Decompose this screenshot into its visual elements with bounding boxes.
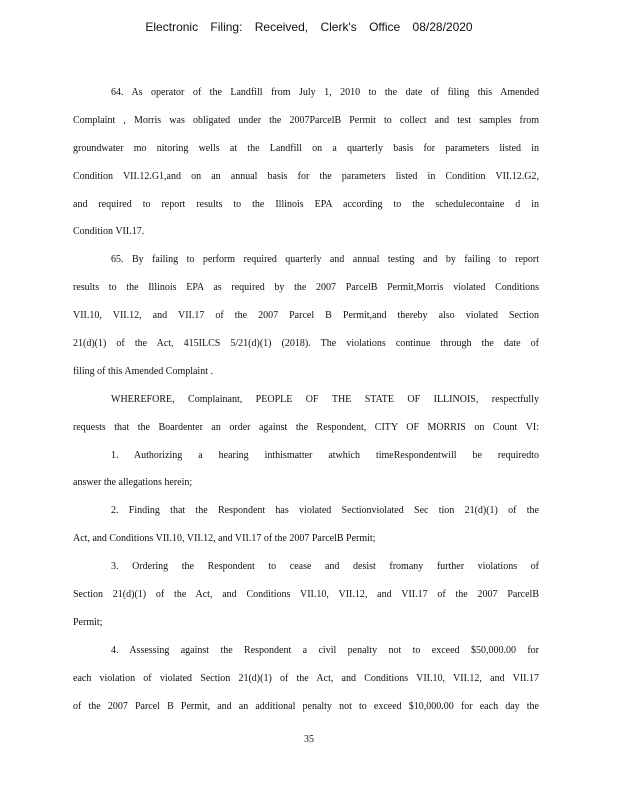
- text-line: results to the Illinois EPA as required by the 2007 ParcelB Permit,Morris violated Conditions: [73, 282, 539, 294]
- text-line: requests that the Boardenter an order against the Respondent, CITY OF MORRIS on Count VI:: [73, 421, 539, 433]
- document-body: [73, 84, 539, 725]
- filing-header: Electronic Filing: Received, Clerk's Office 08/28/2020: [145, 20, 473, 34]
- text-line: 21(d)(1) of the Act, 415ILCS 5/21(d)(1) (2018). The violations continue through the date of: [73, 338, 539, 350]
- text-line: VII.10, VII.12, and VII.17 of the 2007 Parcel B Permit,and thereby also violated Section: [73, 310, 539, 322]
- text-line: filing of this Amended Complaint .: [73, 365, 213, 377]
- text-line: groundwater mo nitoring wells at the Landfill on a quarterly basis for parameters listed in: [73, 142, 539, 154]
- text-line: Permit;: [73, 616, 103, 628]
- text-line: 1. Authorizing a hearing inthismatter atwhich timeRespondentwill be requiredto: [111, 449, 539, 461]
- text-line: 64. As operator of the Landfill from July 1, 2010 to the date of filing this Amended: [111, 87, 539, 98]
- text-line: and required to report results to the Illinois EPA according to the schedulecontaine d in: [73, 198, 539, 210]
- text-line: answer the allegations herein;: [73, 477, 193, 489]
- page-number: 35: [304, 734, 314, 745]
- text-line: Act, and Conditions VII.10, VII.12, and VII.17 of the 2007 ParcelB Permit;: [73, 533, 376, 545]
- text-line: Condition VII.17.: [73, 226, 145, 238]
- text-line: 2. Finding that the Respondent has violated Sectionviolated Sec tion 21(d)(1) of the: [111, 505, 539, 517]
- text-line: Condition VII.12.G1,and on an annual basis for the parameters listed in Condition VII.12.G2,: [73, 170, 539, 182]
- text-line: of the 2007 Parcel B Permit, and an additional penalty not to exceed $10,000.00 for each day the: [73, 700, 539, 712]
- text-line: WHEREFORE, Complainant, PEOPLE OF THE STATE OF ILLINOIS, respectfully: [111, 393, 539, 405]
- text-line: each violation of violated Section 21(d)(1) of the Act, and Conditions VII.10, VII.12, and VII.17: [73, 672, 539, 684]
- text-line: Complaint , Morris was obligated under the 2007ParcelB Permit to collect and test samples from: [73, 114, 539, 126]
- text-line: 65. By failing to perform required quarterly and annual testing and by failing to report: [111, 254, 539, 266]
- text-line: 4. Assessing against the Respondent a civil penalty not to exceed $50,000.00 for: [111, 644, 539, 656]
- text-line: Section 21(d)(1) of the Act, and Conditions VII.10, VII.12, and VII.17 of the 2007 ParcelB: [73, 589, 539, 601]
- text-line: 3. Ordering the Respondent to cease and desist fromany further violations of: [111, 561, 539, 573]
